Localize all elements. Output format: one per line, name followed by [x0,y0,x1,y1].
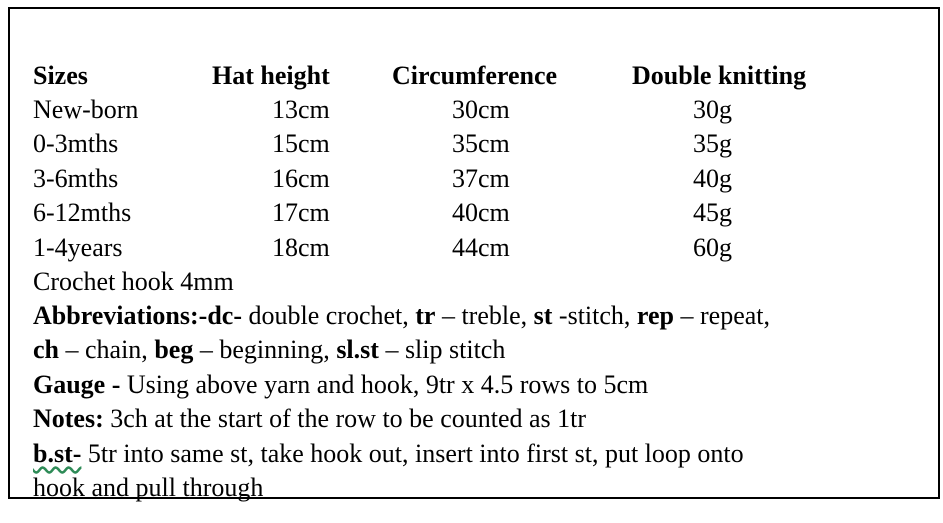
hat-height-cell: 18cm [272,233,330,262]
gauge-text: Using above yarn and hook, 9tr x 4.5 rows to 5cm [126,370,649,399]
size-cell: 6-12mths [33,198,132,227]
notes-text: 3ch at the start of the row to be counted as 1tr [110,404,587,433]
bst-text: 5tr into same st, take hook out, insert into first st, put loop onto [81,439,744,468]
abbr-st: st [533,301,553,330]
circumference-cell: 35cm [452,129,510,158]
table-row [10,196,938,230]
abbr-rep: rep [636,301,674,330]
hat-height-cell: 17cm [272,198,330,227]
abbr-beg-text: – beginning, [193,335,337,364]
document-frame [8,7,940,502]
abbreviations-line-2 [33,333,505,367]
size-cell: 1-4years [33,233,123,262]
abbr-tr: tr [415,301,436,330]
abbr-slst: sl.st [336,335,379,364]
abbr-st-text: -stitch, [552,301,637,330]
size-cell: New-born [33,95,139,124]
header-circumference: Circumference [392,61,558,90]
abbr-ch: ch [33,335,59,364]
header-double-knitting: Double knitting [632,61,807,90]
size-cell: 3-6mths [33,164,119,193]
table-row [10,162,938,196]
abbreviations-label: Abbreviations:- [33,301,208,330]
yarn-weight-cell: 45g [693,198,732,227]
abbr-dc: dc- [207,301,242,330]
yarn-weight-cell: 30g [693,95,732,124]
table-row [10,127,938,161]
notes-line [33,402,586,436]
header-sizes: Sizes [33,61,88,90]
header-hat-height: Hat height [212,61,330,90]
circumference-cell: 40cm [452,198,510,227]
hat-height-cell: 13cm [272,95,330,124]
yarn-weight-cell: 60g [693,233,732,262]
size-cell: 0-3mths [33,129,119,158]
yarn-weight-cell: 35g [693,129,732,158]
abbr-ch-text: – chain, [59,335,155,364]
hat-height-cell: 15cm [272,129,330,158]
bst-line-2: hook and pull through [33,473,264,502]
hook-size-line: Crochet hook 4mm [33,267,234,296]
gauge-label: Gauge - [33,370,127,399]
circumference-cell: 44cm [452,233,510,262]
abbr-slst-text: – slip stitch [378,335,506,364]
bst-line-1 [33,437,744,471]
circumference-cell: 30cm [452,95,510,124]
abbreviations-line-1 [33,299,770,333]
abbr-dc-text: double crochet, [241,301,416,330]
circumference-cell: 37cm [452,164,510,193]
notes-label: Notes: [33,404,111,433]
gauge-line [33,368,648,402]
yarn-weight-cell: 40g [693,164,732,193]
abbr-beg: beg [154,335,194,364]
table-header-row [10,59,938,93]
table-row [10,93,938,127]
abbr-rep-text: – repeat, [674,301,771,330]
bst-label: b.st- [33,439,82,468]
table-row [10,231,938,265]
abbr-tr-text: – treble, [435,301,534,330]
hat-height-cell: 16cm [272,164,330,193]
